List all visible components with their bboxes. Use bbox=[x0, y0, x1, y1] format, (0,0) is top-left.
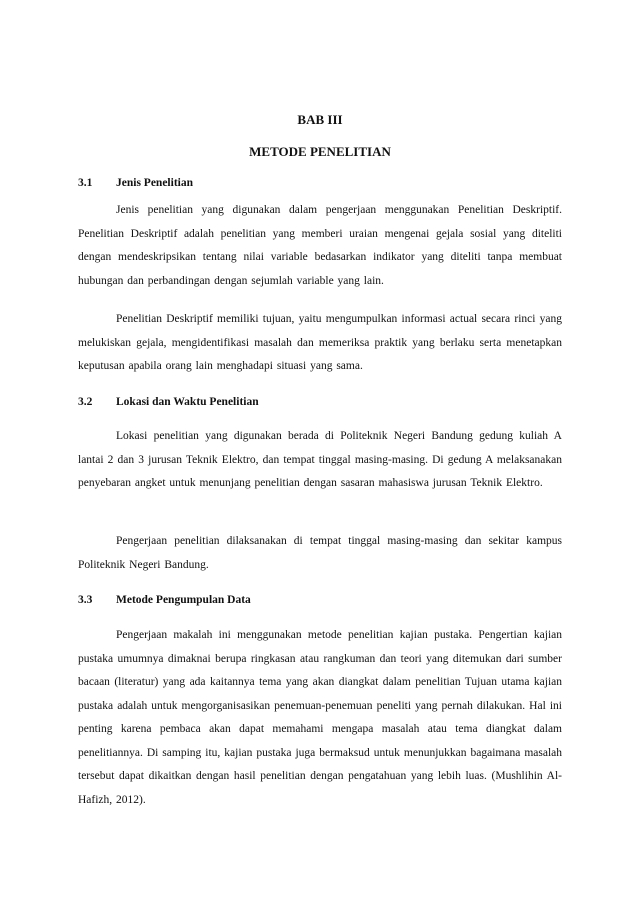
section-heading-3-1 bbox=[78, 177, 562, 189]
section-title: Jenis Penelitian bbox=[116, 177, 193, 189]
section-number: 3.3 bbox=[78, 594, 93, 606]
section-title: Metode Pengumpulan Data bbox=[116, 594, 251, 606]
section-number: 3.2 bbox=[78, 396, 93, 408]
chapter-label: BAB III bbox=[297, 112, 343, 127]
section-number: 3.1 bbox=[78, 177, 93, 189]
section-heading-3-2 bbox=[78, 396, 562, 408]
section-heading-3-3 bbox=[78, 594, 562, 606]
paragraph: Pengerjaan makalah ini menggunakan metode penelitian kajian pustaka. Pengertian kajian pustaka umumnya dimaknai berupa ringkasan atau rangkuman dan teori yang ditemukan dari sumber bacaan (literatur) yang ada kaitannya tema yang akan diangkat dalam penelitian Tujuan utama kajian pustaka adalah untuk mengorganisasikan penemuan-penemuan peneliti yang pernah dilakukan. Hal ini penting karena pembaca akan dapat memahami mengapa masalah atau tema diangkat dalam penelitiannya. Di samping itu, kajian pustaka juga bermaksud untuk menunjukkan bagaimana masalah tersebut dapat dikaitkan dengan hasil penelitian dengan pengatahuan yang lebih luas. (Mushlihin Al-Hafizh, 2012). bbox=[78, 629, 562, 806]
paragraph: Lokasi penelitian yang digunakan berada di Politeknik Negeri Bandung gedung kuliah A lantai 2 dan 3 jurusan Teknik Elektro, dan tempat tinggal masing-masing. Di gedung A melaksanakan penyebaran angket untuk menunjang penelitian dengan sasaran mahasiswa jurusan Teknik Elektro. bbox=[78, 430, 562, 489]
paragraph: Jenis penelitian yang digunakan dalam pengerjaan menggunakan Penelitian Deskriptif. Penelitian Deskriptif adalah penelitian yang memberi uraian mengenai gejala sosial yang diteliti dengan mendeskripsikan tentang nilai variable bedasarkan indikator yang diteliti tanpa membuat hubungan dan perbandingan dengan sejumlah variable yang lain. bbox=[78, 204, 562, 287]
chapter-title: METODE PENELITIAN bbox=[249, 144, 391, 159]
paragraph: Penelitian Deskriptif memiliki tujuan, yaitu mengumpulkan informasi actual secara rinci yang melukiskan gejala, mengidentifikasi masalah dan memeriksa praktik yang berlaku serta menetapkan keputusan apabila orang lain menghadapi situasi yang sama. bbox=[78, 313, 562, 372]
paragraph: Pengerjaan penelitian dilaksanakan di tempat tinggal masing-masing dan sekitar kampus Politeknik Negeri Bandung. bbox=[78, 535, 562, 571]
section-title: Lokasi dan Waktu Penelitian bbox=[116, 396, 259, 408]
